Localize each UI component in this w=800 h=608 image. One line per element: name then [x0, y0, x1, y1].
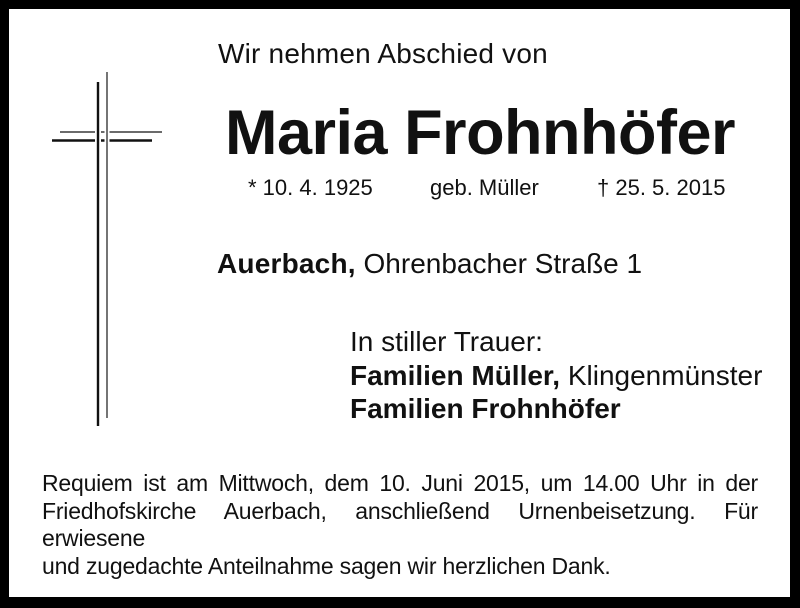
address-line [217, 250, 642, 278]
funeral-info-line: Friedhofskirche Auerbach, anschließend Urnenbeisetzung. Für erwiesene [42, 497, 758, 551]
funeral-info-paragraph [42, 470, 758, 580]
funeral-info-line: und zugedachte Anteilnahme sagen wir herzlichen Dank. [42, 552, 611, 579]
address-town: Auerbach, [217, 248, 356, 279]
notice-sheet [9, 9, 790, 597]
memorial-cross-icon [45, 65, 175, 440]
mourning-block [350, 325, 762, 426]
death-date: † 25. 5. 2015 [597, 175, 726, 200]
maiden-name: geb. Müller [430, 175, 539, 200]
mourner-name: Familien Müller, [350, 359, 561, 391]
birth-date: * 10. 4. 1925 [248, 175, 373, 200]
deceased-name: Maria Frohnhöfer [225, 98, 736, 168]
mourner-name: Familien Frohnhöfer [350, 393, 621, 424]
funeral-info-line: Requiem ist am Mittwoch, dem 10. Juni 2015, um 14.00 Uhr in der [42, 470, 758, 496]
intro-line: Wir nehmen Abschied von [218, 38, 548, 69]
mourner-location: Klingenmünster [560, 359, 763, 391]
mourner-row [350, 392, 762, 426]
mourning-heading: In stiller Trauer: [350, 326, 543, 357]
address-street: Ohrenbacher Straße 1 [355, 248, 643, 279]
mourner-row [350, 359, 762, 393]
